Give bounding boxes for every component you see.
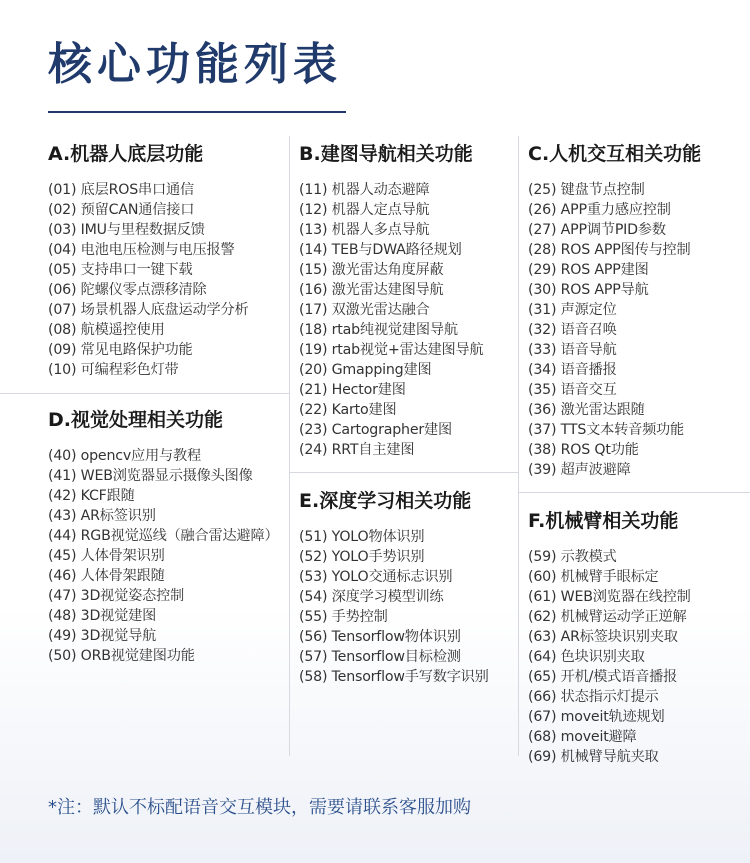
feature-item: (58) Tensorflow手写数字识别 (299, 669, 489, 685)
feature-item: (10) 可编程彩色灯带 (48, 362, 179, 378)
feature-list (48, 180, 248, 380)
feature-item: (44) RGB视觉巡线（融合雷达避障） (48, 528, 279, 544)
feature-item: (47) 3D视觉姿态控制 (48, 588, 185, 604)
section-heading: F.机械臂相关功能 (528, 510, 679, 532)
feature-item: (42) KCF跟随 (48, 488, 135, 504)
feature-item: (18) rtab纯视觉建图导航 (299, 322, 458, 338)
feature-item: (01) 底层ROS串口通信 (48, 182, 194, 198)
feature-item: (34) 语音播报 (528, 362, 617, 378)
footnote: *注：默认不标配语音交互模块，需要请联系客服加购 (48, 797, 471, 818)
feature-item: (22) Karto建图 (299, 402, 397, 418)
feature-item: (46) 人体骨架跟随 (48, 568, 165, 584)
feature-item: (62) 机械臂运动学正逆解 (528, 609, 687, 625)
row-divider-right (518, 492, 750, 493)
title-underline (48, 111, 346, 113)
section-heading: D.视觉处理相关功能 (48, 409, 223, 431)
feature-item: (28) ROS APP图传与控制 (528, 242, 691, 258)
feature-item: (57) Tensorflow目标检测 (299, 649, 461, 665)
feature-item: (48) 3D视觉建图 (48, 608, 157, 624)
section-heading: E.深度学习相关功能 (299, 490, 472, 512)
section-a (48, 141, 248, 380)
section-heading: B.建图导航相关功能 (299, 143, 473, 165)
feature-item: (64) 色块识别夹取 (528, 649, 645, 665)
column-divider-left (289, 136, 290, 756)
feature-item: (69) 机械臂导航夹取 (528, 749, 659, 765)
feature-item: (04) 电池电压检测与电压报警 (48, 242, 235, 258)
section-b (299, 141, 484, 460)
feature-item: (60) 机械臂手眼标定 (528, 569, 659, 585)
feature-item: (31) 声源定位 (528, 302, 617, 318)
feature-list (528, 547, 691, 767)
feature-item: (16) 激光雷达建图导航 (299, 282, 444, 298)
feature-list (528, 180, 701, 480)
feature-list (299, 527, 489, 687)
section-heading: C.人机交互相关功能 (528, 143, 702, 165)
feature-item: (67) moveit轨迹规划 (528, 709, 665, 725)
feature-item: (14) TEB与DWA路径规划 (299, 242, 462, 258)
feature-item: (08) 航模遥控使用 (48, 322, 165, 338)
section-e (299, 488, 489, 687)
feature-item: (26) APP重力感应控制 (528, 202, 671, 218)
feature-item: (03) IMU与里程数据反馈 (48, 222, 205, 238)
feature-item: (54) 深度学习模型训练 (299, 589, 444, 605)
feature-item: (29) ROS APP建图 (528, 262, 649, 278)
feature-item: (13) 机器人多点导航 (299, 222, 430, 238)
feature-item: (38) ROS Qt功能 (528, 442, 639, 458)
feature-item: (21) Hector建图 (299, 382, 406, 398)
feature-item: (09) 常见电路保护功能 (48, 342, 193, 358)
feature-item: (41) WEB浏览器显示摄像头图像 (48, 468, 253, 484)
feature-item: (50) ORB视觉建图功能 (48, 648, 195, 664)
feature-item: (19) rtab视觉+雷达建图导航 (299, 342, 484, 358)
feature-item: (30) ROS APP导航 (528, 282, 649, 298)
feature-item: (39) 超声波避障 (528, 462, 631, 478)
feature-item: (35) 语音交互 (528, 382, 617, 398)
feature-item: (07) 场景机器人底盘运动学分析 (48, 302, 249, 318)
feature-item: (25) 键盘节点控制 (528, 182, 645, 198)
feature-item: (45) 人体骨架识别 (48, 548, 165, 564)
section-f (528, 508, 691, 767)
feature-item: (32) 语音召唤 (528, 322, 617, 338)
feature-item: (24) RRT自主建图 (299, 442, 415, 458)
feature-item: (15) 激光雷达角度屏蔽 (299, 262, 444, 278)
feature-item: (23) Cartographer建图 (299, 422, 452, 438)
feature-item: (52) YOLO手势识别 (299, 549, 425, 565)
feature-item: (05) 支持串口一键下载 (48, 262, 193, 278)
feature-item: (55) 手势控制 (299, 609, 388, 625)
row-divider-middle (289, 472, 518, 473)
feature-item: (59) 示教模式 (528, 549, 617, 565)
feature-item: (63) AR标签块识别夹取 (528, 629, 678, 645)
feature-item: (06) 陀螺仪零点漂移清除 (48, 282, 207, 298)
feature-list (48, 446, 278, 666)
feature-item: (61) WEB浏览器在线控制 (528, 589, 691, 605)
feature-item: (49) 3D视觉导航 (48, 628, 157, 644)
feature-item: (27) APP调节PID参数 (528, 222, 666, 238)
section-c (528, 141, 701, 480)
feature-item: (53) YOLO交通标志识别 (299, 569, 453, 585)
feature-item: (11) 机器人动态避障 (299, 182, 430, 198)
feature-item: (40) opencv应用与教程 (48, 448, 201, 464)
feature-item: (51) YOLO物体识别 (299, 529, 425, 545)
feature-item: (68) moveit避障 (528, 729, 637, 745)
feature-item: (33) 语音导航 (528, 342, 617, 358)
feature-item: (66) 状态指示灯提示 (528, 689, 659, 705)
page-title: 核心功能列表 (48, 39, 342, 90)
feature-item: (12) 机器人定点导航 (299, 202, 430, 218)
feature-item: (37) TTS文本转音频功能 (528, 422, 685, 438)
feature-item: (43) AR标签识别 (48, 508, 156, 524)
column-divider-right (518, 136, 519, 756)
feature-item: (36) 激光雷达跟随 (528, 402, 645, 418)
section-heading: A.机器人底层功能 (48, 143, 204, 165)
feature-item: (20) Gmapping建图 (299, 362, 432, 378)
feature-list (299, 180, 484, 460)
section-d (48, 407, 278, 666)
feature-item: (17) 双激光雷达融合 (299, 302, 430, 318)
row-divider-left (0, 393, 289, 394)
feature-item: (56) Tensorflow物体识别 (299, 629, 461, 645)
feature-item: (65) 开机/模式语音播报 (528, 669, 678, 685)
feature-item: (02) 预留CAN通信接口 (48, 202, 195, 218)
